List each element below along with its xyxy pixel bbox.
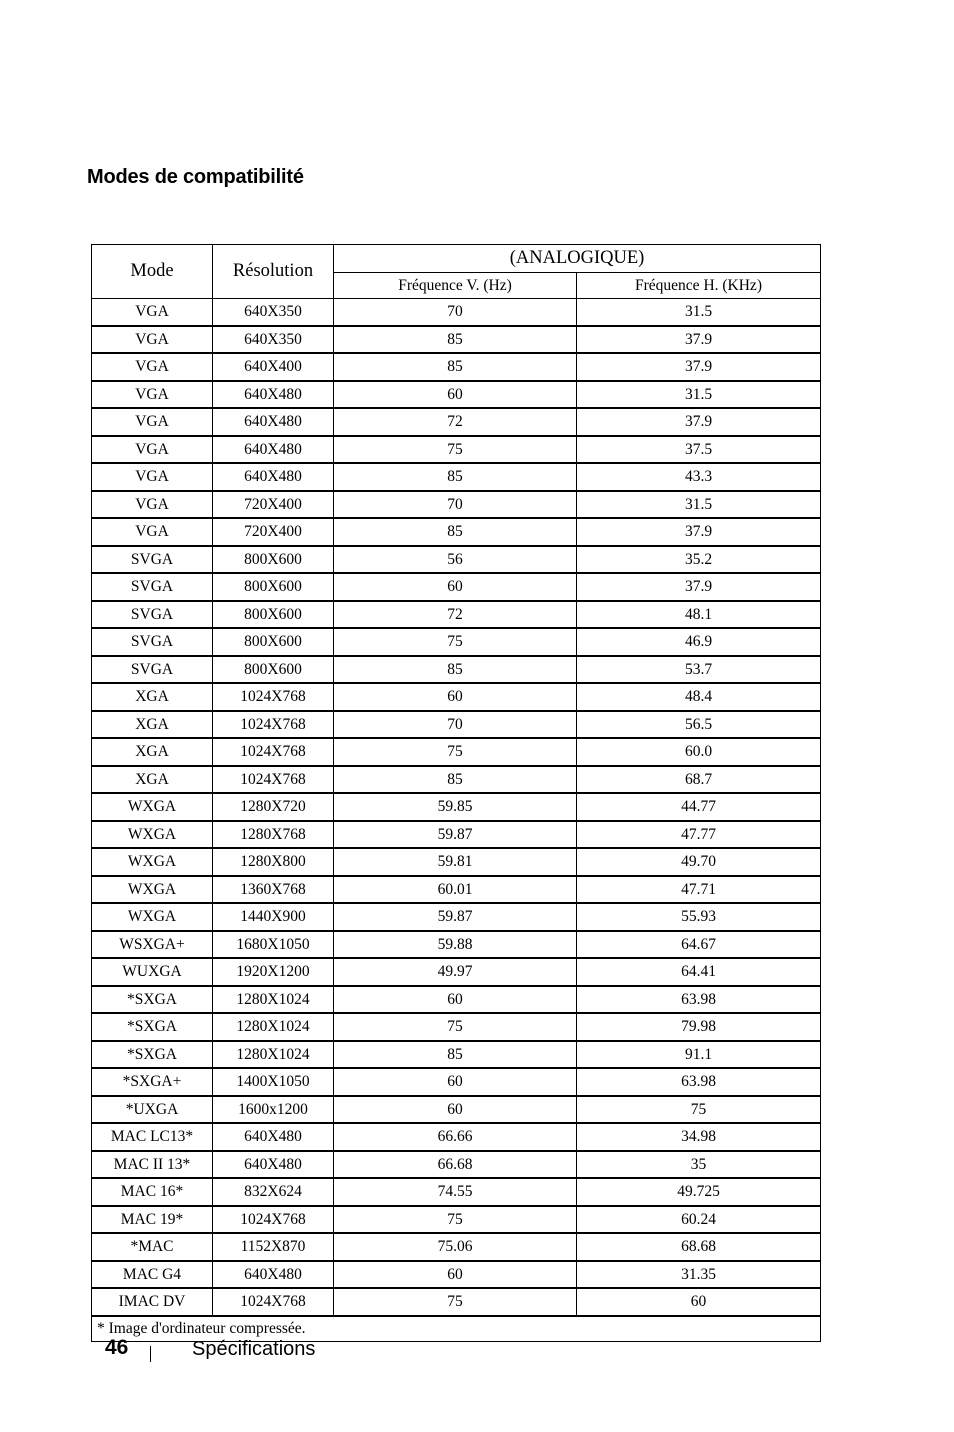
- cell-resolution: 800X600: [213, 656, 334, 684]
- cell-freq-v: 70: [334, 711, 577, 739]
- cell-mode: XGA: [92, 683, 213, 711]
- cell-freq-h: 55.93: [577, 903, 821, 931]
- cell-freq-h: 31.5: [577, 299, 821, 326]
- cell-freq-v: 72: [334, 601, 577, 629]
- cell-freq-v: 59.85: [334, 793, 577, 821]
- table-row: [92, 299, 821, 326]
- cell-freq-h: 37.9: [577, 518, 821, 546]
- footer-section-title: Spécifications: [192, 1338, 316, 1360]
- cell-mode: WXGA: [92, 903, 213, 931]
- cell-freq-h: 56.5: [577, 711, 821, 739]
- table-row: [92, 1096, 821, 1124]
- cell-freq-h: 46.9: [577, 628, 821, 656]
- cell-freq-h: 91.1: [577, 1041, 821, 1069]
- table-row: [92, 1261, 821, 1289]
- cell-resolution: 640X400: [213, 353, 334, 381]
- cell-mode: SVGA: [92, 573, 213, 601]
- cell-freq-v: 60: [334, 573, 577, 601]
- cell-freq-v: 75: [334, 1206, 577, 1234]
- cell-freq-h: 63.98: [577, 986, 821, 1014]
- table-row: [92, 876, 821, 904]
- cell-mode: WUXGA: [92, 958, 213, 986]
- cell-resolution: 640X350: [213, 326, 334, 354]
- compatibility-table: [91, 244, 821, 1342]
- cell-freq-h: 37.9: [577, 573, 821, 601]
- cell-resolution: 1360X768: [213, 876, 334, 904]
- cell-freq-h: 64.41: [577, 958, 821, 986]
- table-row: [92, 1288, 821, 1316]
- table-row: [92, 766, 821, 794]
- cell-freq-v: 60: [334, 381, 577, 409]
- cell-resolution: 1024X768: [213, 1206, 334, 1234]
- cell-mode: IMAC DV: [92, 1288, 213, 1316]
- table-row: [92, 436, 821, 464]
- cell-freq-v: 60.01: [334, 876, 577, 904]
- cell-resolution: 1400X1050: [213, 1068, 334, 1096]
- table-row: [92, 353, 821, 381]
- cell-mode: MAC 16*: [92, 1178, 213, 1206]
- table-row: [92, 408, 821, 436]
- page-title: Modes de compatibilité: [87, 166, 304, 188]
- table-row: [92, 793, 821, 821]
- cell-freq-h: 64.67: [577, 931, 821, 959]
- cell-resolution: 1280X720: [213, 793, 334, 821]
- cell-resolution: 640X480: [213, 1151, 334, 1179]
- cell-freq-v: 66.68: [334, 1151, 577, 1179]
- cell-mode: XGA: [92, 711, 213, 739]
- cell-freq-h: 48.4: [577, 683, 821, 711]
- table-row: [92, 711, 821, 739]
- table-footnote: * Image d'ordinateur compressée.: [92, 1316, 821, 1342]
- cell-mode: SVGA: [92, 628, 213, 656]
- table-row: [92, 463, 821, 491]
- cell-freq-h: 79.98: [577, 1013, 821, 1041]
- cell-freq-v: 60: [334, 986, 577, 1014]
- table-row: [92, 931, 821, 959]
- cell-freq-h: 37.9: [577, 353, 821, 381]
- cell-freq-v: 75: [334, 738, 577, 766]
- cell-resolution: 800X600: [213, 573, 334, 601]
- cell-mode: SVGA: [92, 546, 213, 574]
- cell-resolution: 1024X768: [213, 711, 334, 739]
- cell-mode: WXGA: [92, 876, 213, 904]
- header-mode: Mode: [92, 245, 213, 299]
- cell-mode: *SXGA: [92, 1013, 213, 1041]
- table-row: [92, 738, 821, 766]
- cell-freq-v: 56: [334, 546, 577, 574]
- cell-resolution: 640X480: [213, 1261, 334, 1289]
- cell-resolution: 1280X800: [213, 848, 334, 876]
- table-row: [92, 546, 821, 574]
- cell-freq-h: 48.1: [577, 601, 821, 629]
- cell-freq-v: 75: [334, 1288, 577, 1316]
- cell-mode: MAC 19*: [92, 1206, 213, 1234]
- cell-freq-v: 75: [334, 628, 577, 656]
- cell-resolution: 1024X768: [213, 683, 334, 711]
- cell-freq-v: 85: [334, 353, 577, 381]
- table-row: [92, 381, 821, 409]
- page-number: 46: [105, 1336, 129, 1359]
- cell-freq-v: 59.87: [334, 903, 577, 931]
- cell-mode: VGA: [92, 299, 213, 326]
- cell-mode: VGA: [92, 326, 213, 354]
- table-row: [92, 1178, 821, 1206]
- cell-freq-h: 35: [577, 1151, 821, 1179]
- cell-freq-v: 85: [334, 766, 577, 794]
- cell-resolution: 720X400: [213, 518, 334, 546]
- cell-freq-h: 63.98: [577, 1068, 821, 1096]
- header-freq-h: Fréquence H. (KHz): [577, 273, 821, 299]
- cell-freq-v: 59.81: [334, 848, 577, 876]
- cell-freq-v: 60: [334, 1261, 577, 1289]
- cell-resolution: 1152X870: [213, 1233, 334, 1261]
- header-resolution: Résolution: [213, 245, 334, 299]
- cell-freq-h: 31.5: [577, 491, 821, 519]
- table-row: [92, 986, 821, 1014]
- cell-freq-v: 49.97: [334, 958, 577, 986]
- table-row: [92, 1151, 821, 1179]
- table-row: [92, 573, 821, 601]
- cell-resolution: 720X400: [213, 491, 334, 519]
- cell-resolution: 832X624: [213, 1178, 334, 1206]
- cell-resolution: 1280X1024: [213, 986, 334, 1014]
- cell-freq-v: 85: [334, 326, 577, 354]
- cell-resolution: 1024X768: [213, 1288, 334, 1316]
- cell-freq-h: 75: [577, 1096, 821, 1124]
- table-row: [92, 601, 821, 629]
- table-body: [92, 299, 821, 1316]
- cell-freq-h: 49.70: [577, 848, 821, 876]
- cell-resolution: 1024X768: [213, 766, 334, 794]
- cell-mode: VGA: [92, 381, 213, 409]
- table-row: [92, 958, 821, 986]
- cell-freq-v: 75: [334, 436, 577, 464]
- cell-freq-h: 60: [577, 1288, 821, 1316]
- cell-resolution: 640X480: [213, 436, 334, 464]
- cell-freq-h: 37.9: [577, 408, 821, 436]
- header-freq-v: Fréquence V. (Hz): [334, 273, 577, 299]
- cell-freq-v: 60: [334, 1096, 577, 1124]
- cell-resolution: 640X480: [213, 1123, 334, 1151]
- cell-resolution: 800X600: [213, 628, 334, 656]
- cell-mode: *SXGA: [92, 1041, 213, 1069]
- cell-mode: *MAC: [92, 1233, 213, 1261]
- table-row: [92, 848, 821, 876]
- cell-freq-v: 59.87: [334, 821, 577, 849]
- cell-resolution: 1680X1050: [213, 931, 334, 959]
- cell-mode: VGA: [92, 436, 213, 464]
- cell-mode: *UXGA: [92, 1096, 213, 1124]
- cell-mode: *SXGA+: [92, 1068, 213, 1096]
- cell-freq-h: 49.725: [577, 1178, 821, 1206]
- cell-mode: SVGA: [92, 601, 213, 629]
- cell-freq-v: 74.55: [334, 1178, 577, 1206]
- table-row: [92, 656, 821, 684]
- cell-freq-v: 85: [334, 656, 577, 684]
- cell-mode: VGA: [92, 353, 213, 381]
- cell-freq-h: 47.77: [577, 821, 821, 849]
- table-row: [92, 1123, 821, 1151]
- cell-freq-h: 68.7: [577, 766, 821, 794]
- cell-freq-h: 47.71: [577, 876, 821, 904]
- table-row: [92, 1041, 821, 1069]
- cell-freq-v: 70: [334, 299, 577, 326]
- table-row: [92, 1068, 821, 1096]
- cell-freq-v: 85: [334, 463, 577, 491]
- cell-freq-v: 85: [334, 1041, 577, 1069]
- cell-mode: VGA: [92, 491, 213, 519]
- table-row: [92, 326, 821, 354]
- cell-mode: XGA: [92, 738, 213, 766]
- footer-divider: [150, 1346, 151, 1362]
- table-row: [92, 1013, 821, 1041]
- cell-resolution: 640X480: [213, 463, 334, 491]
- cell-freq-h: 44.77: [577, 793, 821, 821]
- table-row: [92, 683, 821, 711]
- cell-resolution: 640X480: [213, 381, 334, 409]
- table-row: [92, 1233, 821, 1261]
- cell-freq-h: 31.5: [577, 381, 821, 409]
- cell-freq-v: 59.88: [334, 931, 577, 959]
- cell-resolution: 1024X768: [213, 738, 334, 766]
- cell-freq-h: 68.68: [577, 1233, 821, 1261]
- cell-mode: XGA: [92, 766, 213, 794]
- cell-mode: WXGA: [92, 793, 213, 821]
- cell-mode: MAC LC13*: [92, 1123, 213, 1151]
- cell-resolution: 1920X1200: [213, 958, 334, 986]
- cell-resolution: 640X350: [213, 299, 334, 326]
- cell-freq-v: 85: [334, 518, 577, 546]
- cell-resolution: 1280X768: [213, 821, 334, 849]
- cell-freq-h: 37.9: [577, 326, 821, 354]
- cell-freq-h: 37.5: [577, 436, 821, 464]
- table-row: [92, 821, 821, 849]
- table-row: [92, 903, 821, 931]
- cell-freq-v: 72: [334, 408, 577, 436]
- cell-mode: WXGA: [92, 848, 213, 876]
- cell-mode: WXGA: [92, 821, 213, 849]
- cell-resolution: 1600x1200: [213, 1096, 334, 1124]
- cell-resolution: 1280X1024: [213, 1013, 334, 1041]
- table-row: [92, 1206, 821, 1234]
- cell-freq-v: 75: [334, 1013, 577, 1041]
- cell-freq-v: 60: [334, 1068, 577, 1096]
- cell-mode: VGA: [92, 518, 213, 546]
- cell-freq-v: 66.66: [334, 1123, 577, 1151]
- cell-freq-h: 31.35: [577, 1261, 821, 1289]
- cell-freq-v: 70: [334, 491, 577, 519]
- cell-freq-h: 60.24: [577, 1206, 821, 1234]
- cell-mode: WSXGA+: [92, 931, 213, 959]
- cell-freq-h: 34.98: [577, 1123, 821, 1151]
- cell-mode: VGA: [92, 408, 213, 436]
- cell-freq-v: 60: [334, 683, 577, 711]
- cell-freq-h: 53.7: [577, 656, 821, 684]
- table-row: [92, 628, 821, 656]
- header-analog-group: (ANALOGIQUE): [334, 245, 821, 273]
- table-row: [92, 518, 821, 546]
- cell-freq-v: 75.06: [334, 1233, 577, 1261]
- cell-resolution: 1280X1024: [213, 1041, 334, 1069]
- cell-mode: SVGA: [92, 656, 213, 684]
- cell-mode: *SXGA: [92, 986, 213, 1014]
- cell-resolution: 1440X900: [213, 903, 334, 931]
- cell-mode: MAC II 13*: [92, 1151, 213, 1179]
- cell-freq-h: 43.3: [577, 463, 821, 491]
- cell-resolution: 640X480: [213, 408, 334, 436]
- cell-mode: MAC G4: [92, 1261, 213, 1289]
- cell-freq-h: 60.0: [577, 738, 821, 766]
- cell-resolution: 800X600: [213, 546, 334, 574]
- table-row: [92, 491, 821, 519]
- cell-resolution: 800X600: [213, 601, 334, 629]
- cell-freq-h: 35.2: [577, 546, 821, 574]
- cell-mode: VGA: [92, 463, 213, 491]
